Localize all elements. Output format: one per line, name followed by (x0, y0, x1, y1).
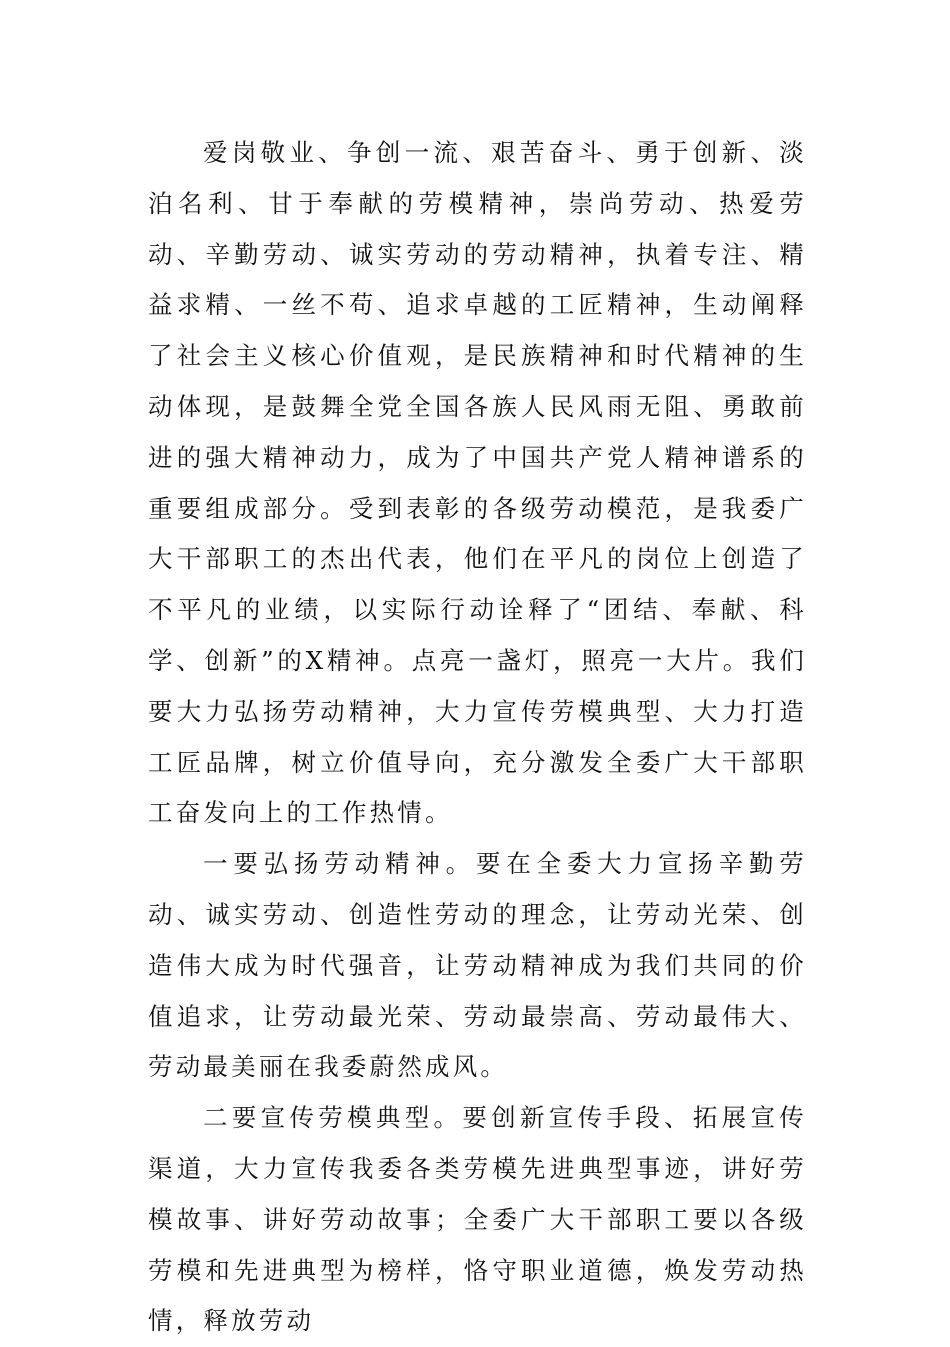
document-body (148, 128, 807, 1347)
paragraph-point-two: 二要宣传劳模典型。要创新宣传手段、拓展宣传渠道，大力宣传我委各类劳模先进典型事迹，讲好劳模故事、讲好劳动故事；全委广大干部职工要以各级劳模和先进典型为榜样，恪守职业道德，焕发劳动热情，释放劳动 (148, 1103, 807, 1336)
paragraph-point-one: 一要弘扬劳动精神。要在全委大力宣扬辛勤劳动、诚实劳动、创造性劳动的理念，让劳动光荣、创造伟大成为时代强音，让劳动精神成为我们共同的价值追求，让劳动最光荣、劳动最崇高、劳动最伟大、劳动最美丽在我委蔚然成风。 (148, 849, 807, 1082)
paragraph-intro: 爱岗敬业、争创一流、艰苦奋斗、勇于创新、淡泊名利、甘于奉献的劳模精神，崇尚劳动、热爱劳动、辛勤劳动、诚实劳动的劳动精神，执着专注、精益求精、一丝不苟、追求卓越的工匠精神，生动阐释了社会主义核心价值观，是民族精神和时代精神的生动体现，是鼓舞全党全国各族人民风雨无阻、勇敢前进的强大精神动力，成为了中国共产党人精神谱系的重要组成部分。受到表彰的各级劳动模范，是我委广大干部职工的杰出代表，他们在平凡的岗位上创造了不平凡的业绩，以实际行动诠释了“团结、奉献、科学、创新”的X精神。点亮一盏灯，照亮一大片。我们要大力弘扬劳动精神，大力宣传劳模典型、大力打造工匠品牌，树立价值导向，充分激发全委广大干部职工奋发向上的工作热情。 (148, 138, 807, 828)
